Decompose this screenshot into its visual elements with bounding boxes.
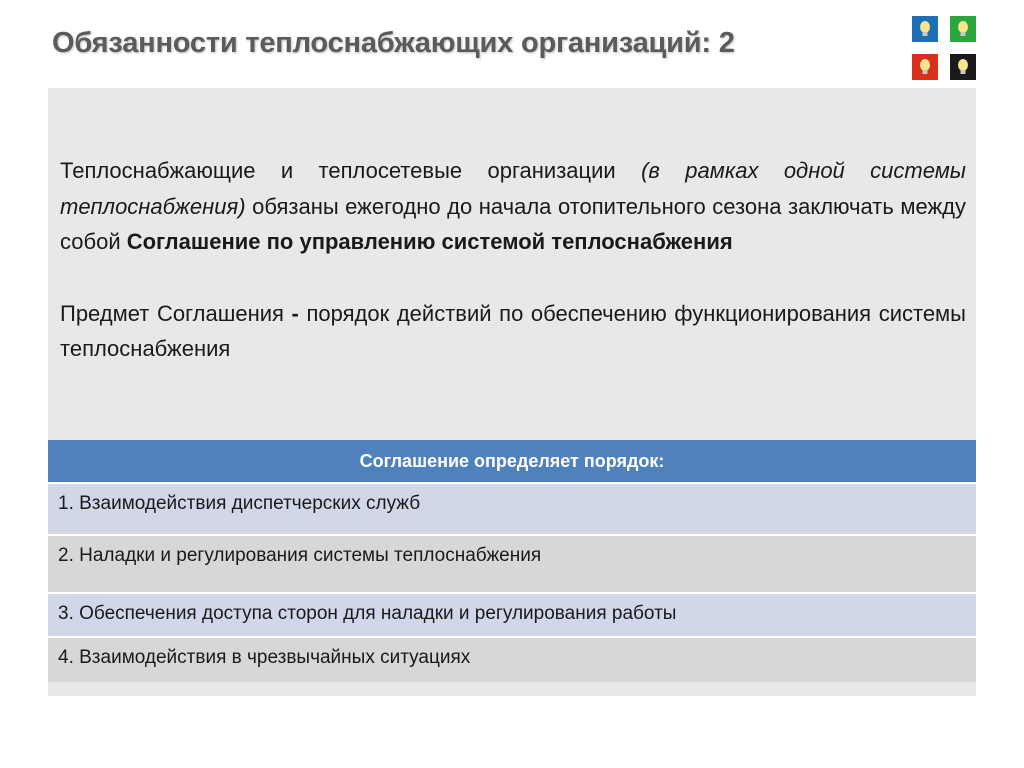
paragraph-text: обязаны ежегодно до начала отопительного сезона заключать между собой — [60, 193, 966, 254]
table-cell: 1. Взаимодействия диспетчерских служб — [58, 493, 421, 514]
table-row — [48, 534, 976, 592]
lightbulb-icon — [950, 16, 976, 42]
logo — [912, 16, 976, 80]
table-cell: 2. Наладки и регулирования системы теплоснабжения — [58, 545, 542, 566]
paragraph-bold: Соглашение по управлению системой теплоснабжения — [126, 229, 733, 254]
table-cell: 4. Взаимодействия в чрезвычайных ситуациях — [58, 647, 471, 668]
paragraph-italic: (в рамках одной системы теплоснабжения) — [60, 158, 966, 219]
table-row — [48, 482, 976, 534]
table-header: Соглашение определяет порядок: — [48, 440, 976, 482]
slide-title: Обязанности теплоснабжающих организаций: 2 — [52, 27, 735, 59]
paragraph-bold: - — [291, 300, 299, 326]
body-text — [60, 153, 966, 367]
paragraph-obligation — [60, 153, 966, 260]
content-panel — [48, 88, 976, 696]
table-row — [48, 636, 976, 682]
paragraph-text: Теплоснабжающие и теплосетевые организации — [60, 158, 642, 183]
lightbulb-icon — [950, 54, 976, 80]
table-row — [48, 592, 976, 636]
lightbulb-icon — [912, 54, 938, 80]
paragraph-subject — [60, 296, 966, 367]
lightbulb-icon — [912, 16, 938, 42]
paragraph-text: порядок действий по обеспечению функционирования системы теплоснабжения — [60, 300, 966, 361]
table-cell: 3. Обеспечения доступа сторон для наладки и регулирования работы — [58, 603, 677, 624]
paragraph-text: Предмет Соглашения — [60, 300, 292, 326]
